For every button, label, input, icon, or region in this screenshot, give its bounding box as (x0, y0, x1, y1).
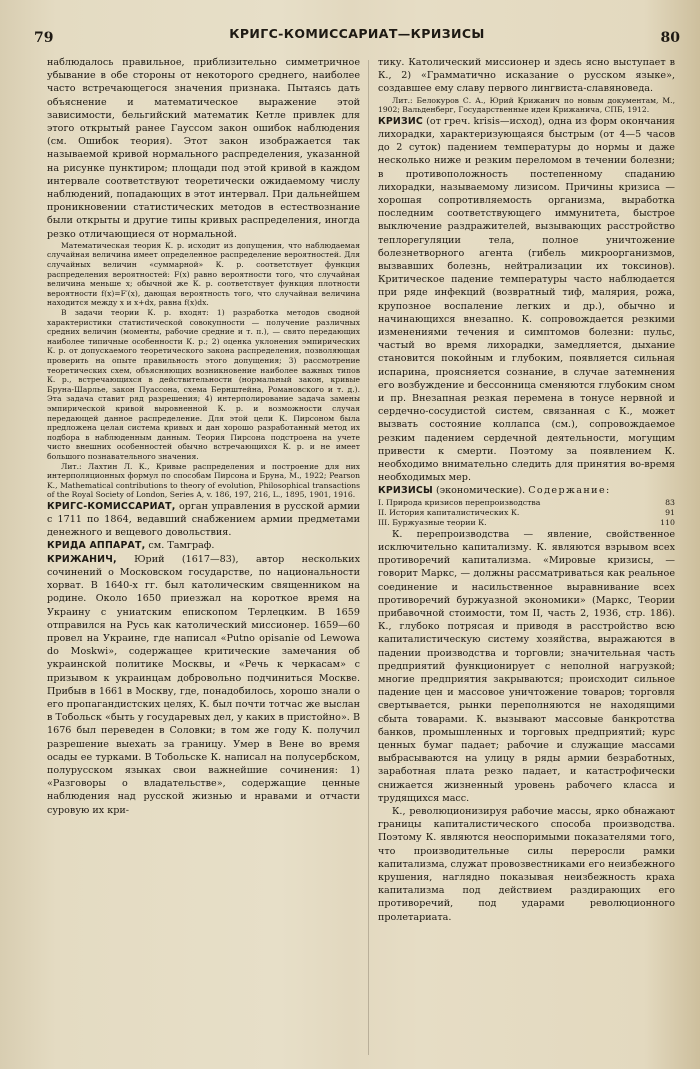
entry-text: см. Тамграф. (148, 540, 215, 552)
paragraph: наблюдалось правильное, приблизительно симметричное убывание в обе стороны от некоторого среднего, наиболее часто встречающегося значения признака. Пытаясь дать объяснение и математическое выражение этой зависимости, бельгийский математик Кетле привлек для этого открытый ранее Гауссом закон ошибок наблюдения (см. Ошибок теория). Этот закон изображается так называемой кривой нормального распределения, указанной на рисунке пунктиром; площади под этой кривой в каждом интервале соответствуют теоретически ожидаемому числу наблюдений, попадающих в этот интервал. При дальнейшем проникновении статистических методов в естествознание были открыты и другие типы кривых распределения, иногда резко отличающиеся от нормальной. (47, 57, 360, 240)
toc-item: III. Буржуазные теории К. 110 (378, 517, 675, 527)
entry-text: Юрий (1617—83), автор нескольких сочинений о Московском государстве, по национальности хорват. В 1640-х гг. был католическим священником на родине. Около 1650 приезжал на короткое время на Украину с униатским епископом Терлецким. В 1659 отправился на Русь как католический миссионер. 1659—60 провел на Украине, где написал «Putno opisanie od Lewowa do Moskwi», содержащее критические замечания об украинской политике Москвы, и «Речь к черкасам» с призывом к украинцам добровольно подчиниться Москве. Прибыв в 1661 в Москву, где, понадобилось, хорошо знали о его пропагандистских целях, К. был почти тотчас же выслан в Тобольск «быть у государевых дел, у каких в пристойно». В 1676 был переведен в Соловки; в том же году К. получил разрешение выехать за границу. Умер в Вене во время осады ее турками. В Тобольске К. написал на полусербском, полурусском языках свои важнейшие сочинения: 1) «Разговоры о владательстве», содержащие ценные наблюдения над русской жизнью и нравами и отчасти суровую их кри- (47, 553, 360, 816)
entry-heading: КРИДА АППАРАТ, (47, 540, 146, 552)
table-of-contents (378, 498, 675, 528)
article-kriegskommissariat (47, 500, 360, 540)
page-number-right: 80 (660, 30, 680, 46)
literature-note: Лит.: Белокуров С. А., Юрий Крижанич по новым документам, М., 1902; Вальденберг, Государственные идеи Крижанича, СПБ, 1912. (378, 95, 675, 115)
paragraph: тику. Католический миссионер и здесь ясно выступает в К., 2) «Грамматично исказание о русском языке», создавшее ему славу первого лингвиста-славяноведа. (378, 57, 675, 95)
entry-heading: КРИЗИС (378, 115, 423, 127)
article-krizis (378, 115, 675, 485)
article-krizisy (378, 484, 675, 497)
entry-text: орган управления в русской армии с 1711 по 1864, ведавший снабжением армии предметами денежного и вещевого довольствия. (47, 500, 360, 539)
paragraph: К., революционизируя рабочие массы, ярко обнажают границы капиталистического способа производства. Поэтому К. являются неоспоримыми показателями того, что производительные силы переросли рамки капитализма, служат провозвестниками его неизбежного крушения, наглядно показывая неизбежность краха капитализма под действием раздирающих его противоречий, под ударами революционного пролетариата. (378, 805, 675, 923)
entry-heading: КРИЖАНИЧ, (47, 553, 117, 565)
article-krida (47, 539, 360, 552)
contents-label: Содержание: (528, 485, 611, 497)
entry-text: (от греч. krisis—исход), одна из форм окончания лихорадки, характеризующаяся быстрым (от 4—5 часов до 2 суток) падением температуры до нормы и даже несколько ниже и резким переломом в течении болезни; в противоположность постепенному спаданию лихорадки, называемому лизисом. Причины кризиса — хорошая сопротивляемость организма, выработка последним соответствующего иммунитета, быстрое выключение раздражителей, вызывающих расстройство теплорегуляции тела, полное уничтожение болезнетворного агента (гибель микроорганизмов, вызвавших болезнь, нейтрализации их токсинов). Критическое падение температуры часто наблюдается при ряде инфекций (возвратный тиф, малярия, рожа, крупозное воспаление легких и др.), обычно и начинающихся внезапно. К. сопровождается резкими изменениями течения и симптомов болезни: пульс, частый во время лихорадки, замедляется, дыхание становится покойным и глубоким, появляется сильная испарина, проясняется сознание, в случае затемнения его возбуждение и бессонница сменяются глубоким сном и пр. Внезапная резкая перемена в тонусе нервной и сердечно-сосудистой систем, связанная с К., может вызвать состояние коллапса (см.), сопровождаемое резким падением сердечной деятельности, могущим привести к смерти. Поэтому за появлением К. необходимо внимательно следить для принятия во-время необходимых мер. (378, 115, 675, 484)
page-header (34, 22, 680, 48)
column-divider (368, 60, 369, 1055)
running-title: КРИГС-КОМИССАРИАТ—КРИЗИСЫ (229, 26, 485, 41)
toc-item: II. История капиталистических К. 91 (378, 507, 675, 517)
literature-note: Лит.: Лахтин Л. К., Кривые распределения и построение для них интерполяционных формул по способам Пирсона и Бруна, М., 1922; Pearson K., Mathematical contributions to theory of evolution, Philosophical transactions of the Royal Society of London, Series A, v. 186, 197, 216, L., 1895, 1901, 1916. (47, 461, 360, 500)
article-krizhanich (47, 553, 360, 817)
small-print-paragraph: В задачи теории К. р. входят: 1) разработка методов сводной характеристики статистической совокупности — получение различных средних величин (моменты, рабочие средние и т. п.), — свято передающих наиболее типичные особенности К. р.; 2) оценка уклонения эмпирических К. р. от допускаемого теоретического закона распределения, позволяющая проверить на опыте правильность этого допущения; 3) рассмотрение теоретических схем, объясняющих возникновение наиболее важных типов К. р., встречающихся в действительности (нормальный закон, кривые Бруна-Шарлье, закон Пуассона, схема Бернштейна, Романовского и т. д.). Эта задача ставит ряд разрешения; 4) интерполирование задача замены эмпирической кривой выровненной К. р. и возможности случая передающей данное распределение. Для этой цели К. Пирсоном была предложена целая система кривых и дан хорошо разработанный метод их подбора в наблюденным данным. Теория Пирсона подстроена на учете чисто внешних особенностей обычно встречающихся К. р. и не имеет большого познавательного значения. (47, 308, 360, 461)
entry-heading: КРИГС-КОМИССАРИАТ, (47, 500, 176, 512)
entry-subheading: (экономические). (435, 485, 526, 497)
toc-item: I. Природа кризисов перепроизводства 83 (378, 497, 675, 507)
paragraph: К. перепроизводства — явление, свойственное исключительно капитализму. К. являются взрывом всех противоречий капитализма. «Мировые кризисы, — говорит Маркс, — должны рассматриваться как реальное соединение и насильственное выравнивание всех противоречий буржуазной экономики» (Маркс, Теории прибавочной стоимости, том II, часть 2, 1936, стр. 186). К., глубоко потрясая и приводя в расстройство всю капиталистическую систему хозяйства, выражаются в падении производства и торговли; значительная часть предприятий функционирует с неполной нагрузкой; многие предприятия закрываются; происходит сильное падение цен и массовое уничтожение товаров; торговля свертывается, рынки переполняются не находящими сбыта товарами. К. вызывают массовые банкротства банков, промышленных и торговых предприятий; курс ценных бумаг падает; рабочие и служащие массами выбрасываются на улицу в ряды армии безработных, заработная плата резко падает, и катастрофически снижается жизненный уровень рабочего класса и трудящихся масс. (378, 528, 675, 804)
page-number-left: 79 (34, 30, 54, 46)
entry-heading: КРИЗИСЫ (378, 485, 433, 497)
left-column (47, 56, 360, 1056)
right-column (378, 56, 675, 1056)
small-print-paragraph: Математическая теория К. р. исходит из допущения, что наблюдаемая случайная величина имеет определенное распределение вероятностей. Для случайных величин «суммарной» К. р. соответствует функция распределения вероятностей: F(x) равно вероятности того, что случайная величина меньше x; обычной же К. р. соответствует функция плотности вероятности f(x)=F′(x), дающая вероятность того, что случайная величина находится между x и x+dx, равна f(x)dx. (47, 240, 360, 308)
